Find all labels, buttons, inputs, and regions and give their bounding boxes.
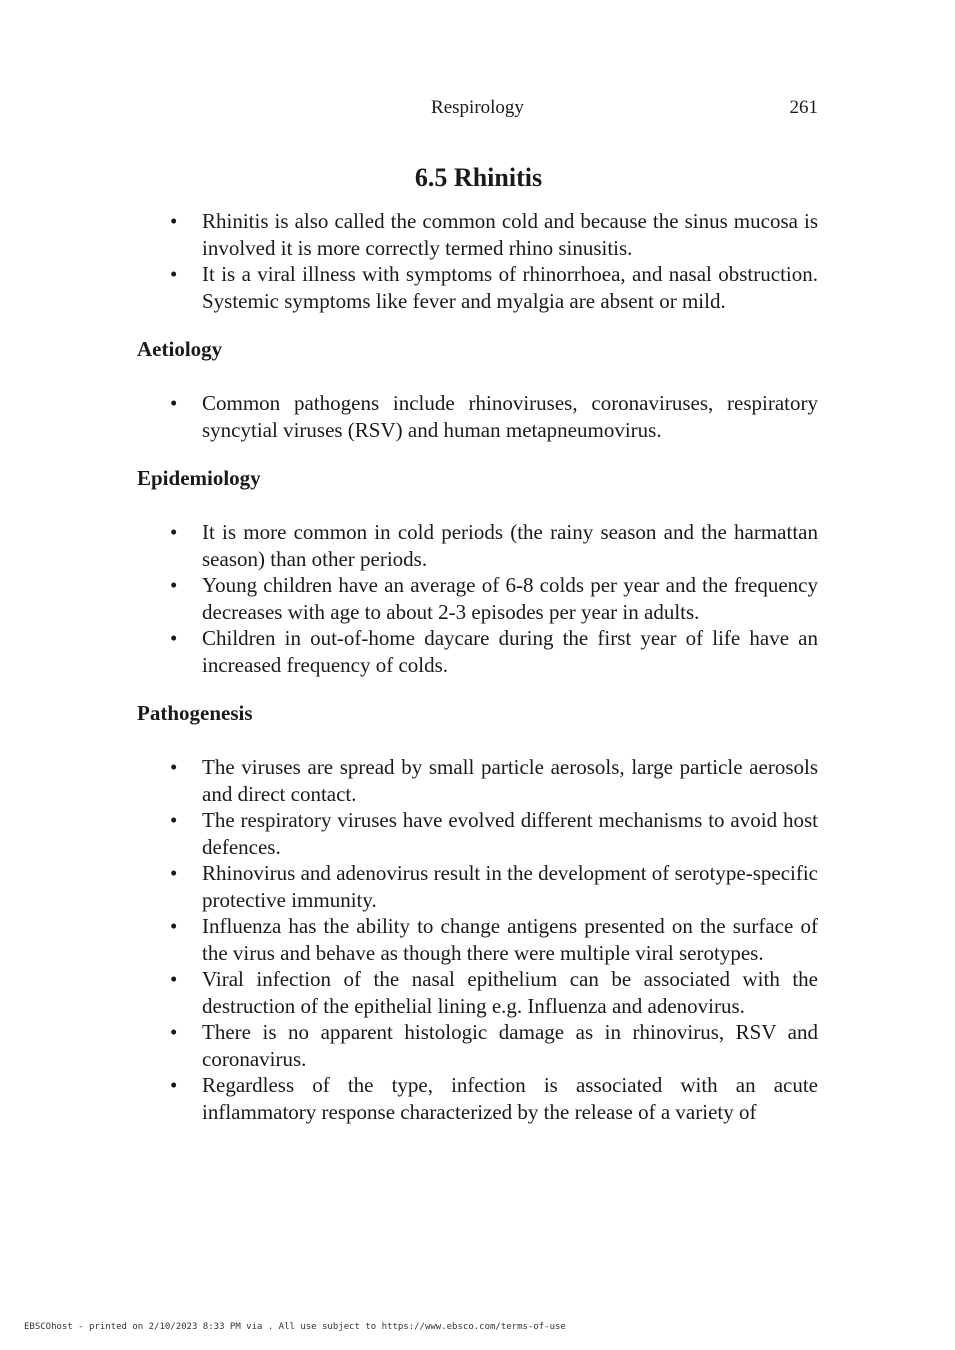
- list-item: • Children in out-of-home daycare during the first year of life have an increased frequency of colds.: [170, 626, 818, 677]
- bullet-icon: •: [170, 520, 178, 544]
- bullet-icon: •: [170, 1073, 178, 1097]
- list-item: • Rhinitis is also called the common cold and because the sinus mucosa is involved it is more correctly termed rhino sinusitis.: [170, 209, 818, 260]
- aetiology-list: [137, 390, 818, 443]
- bullet-icon: •: [170, 391, 178, 415]
- list-item: • Common pathogens include rhinoviruses, coronaviruses, respiratory syncytial viruses (RSV) and human metapneumovirus.: [170, 391, 818, 442]
- running-title: Respirology: [431, 97, 524, 118]
- list-item: • Young children have an average of 6-8 colds per year and the frequency decreases with age to about 2-3 episodes per year in adults.: [170, 573, 818, 624]
- list-item: • Viral infection of the nasal epithelium can be associated with the destruction of the epithelial lining e.g. Influenza and adenovirus.: [170, 967, 818, 1018]
- bullet-icon: •: [170, 914, 178, 938]
- list-item: • There is no apparent histologic damage as in rhinovirus, RSV and coronavirus.: [170, 1020, 818, 1071]
- bullet-icon: •: [170, 209, 178, 233]
- pathogenesis-list: [137, 754, 818, 1125]
- bullet-icon: •: [170, 1020, 178, 1044]
- page-number: 261: [789, 97, 818, 118]
- running-header: [0, 97, 955, 121]
- bullet-icon: •: [170, 861, 178, 885]
- bullet-icon: •: [170, 755, 178, 779]
- bullet-icon: •: [170, 262, 178, 286]
- list-item: • It is more common in cold periods (the rainy season and the harmattan season) than other periods.: [170, 520, 818, 571]
- list-item: • It is a viral illness with symptoms of rhinorrhoea, and nasal obstruction. Systemic symptoms like fever and myalgia are absent or mild.: [170, 262, 818, 313]
- list-item: • The respiratory viruses have evolved different mechanisms to avoid host defences.: [170, 808, 818, 859]
- list-item: • The viruses are spread by small particle aerosols, large particle aerosols and direct contact.: [170, 755, 818, 806]
- list-item: • Influenza has the ability to change antigens presented on the surface of the virus and behave as though there were multiple viral serotypes.: [170, 914, 818, 965]
- list-item: • Regardless of the type, infection is associated with an acute inflammatory response characterized by the release of a variety of: [170, 1073, 818, 1124]
- bullet-icon: •: [170, 967, 178, 991]
- bullet-icon: •: [170, 808, 178, 832]
- epidemiology-list: [137, 519, 818, 678]
- epidemiology-heading: Epidemiology: [137, 466, 261, 490]
- page-body: [137, 162, 818, 1125]
- section-title: 6.5 Rhinitis: [414, 163, 543, 192]
- print-footer: EBSCOhost - printed on 2/10/2023 8:33 PM via . All use subject to https://www.ebsco.com/terms-of-use: [24, 1322, 566, 1332]
- pathogenesis-heading: Pathogenesis: [137, 701, 253, 725]
- intro-list: [137, 208, 818, 314]
- aetiology-heading: Aetiology: [137, 337, 223, 361]
- bullet-icon: •: [170, 626, 178, 650]
- bullet-icon: •: [170, 573, 178, 597]
- list-item: • Rhinovirus and adenovirus result in the development of serotype-specific protective immunity.: [170, 861, 818, 912]
